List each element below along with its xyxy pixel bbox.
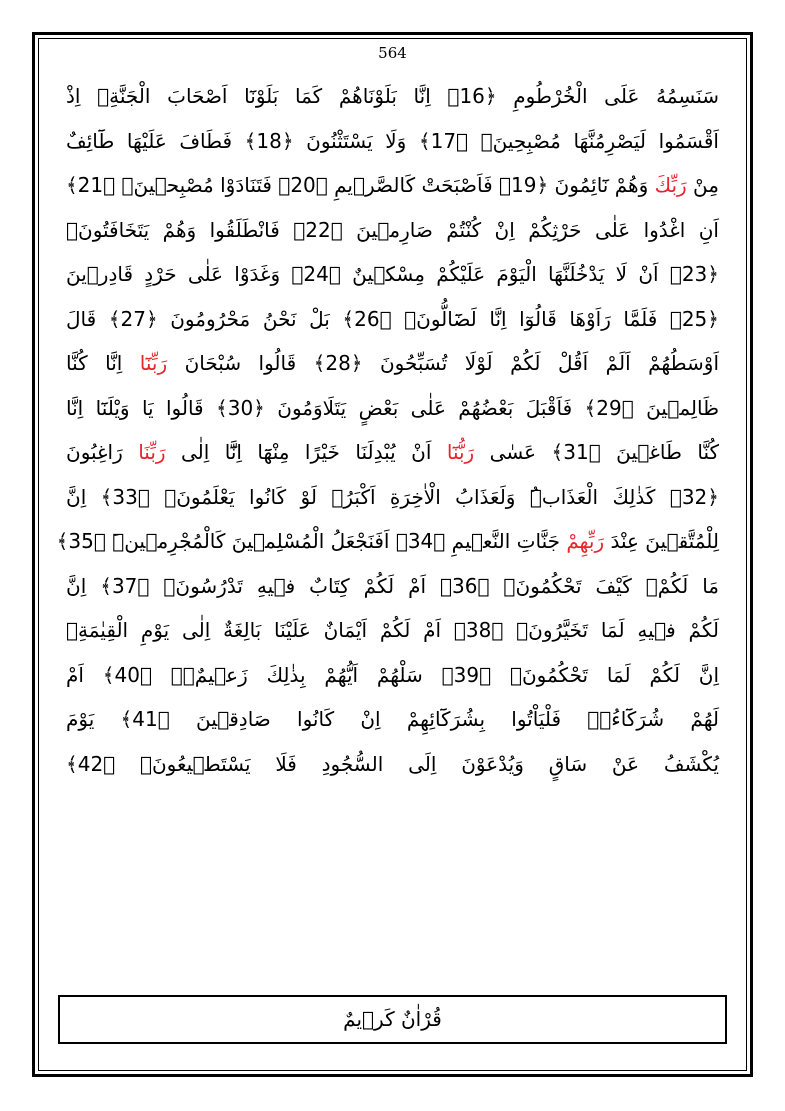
verse-segment: اِنَّا كُنَّا [66, 351, 140, 375]
verse-segment: سَنَسِمُهُ عَلَى الْخُرْطُومِ ﴿16﴾ اِنَّا بَلَوْنَاهُمْ كَمَا بَلَوْنَٓا اَصْحَابَ الْجَنَّةِۚ اِذْ [66, 84, 719, 108]
verse-line [66, 341, 719, 386]
verse-line [66, 119, 719, 164]
divine-name-highlight: رَبِّنَا [138, 440, 166, 464]
footer-box [58, 995, 727, 1044]
verse-segment: اَوْسَطُهُمْ اَلَمْ اَقُلْ لَكُمْ لَوْلَا تُسَبِّحُونَ ﴿28﴾ قَالُوا سُبْحَانَ [167, 351, 720, 375]
verse-text-block [56, 74, 720, 786]
verse-segment: اَنِ اغْدُوا عَلٰى حَرْثِكُمْ اِنْ كُنْتُمْ صَارِمٖينَ ﴿22﴾ فَانْطَلَقُوا وَهُمْ يَتَخَافَتُونَۙ [66, 217, 719, 242]
divine-name-highlight: رَبِّكَ [654, 173, 687, 197]
verse-segment: جَنَّاتِ النَّعٖيمِ ﴿34﴾ اَفَنَجْعَلُ الْمُسْلِمٖينَ كَالْمُجْرِمٖينَۜ ﴿35﴾ [56, 529, 567, 553]
verse-segment: لِلْمُتَّقٖينَ عِنْدَ [604, 529, 719, 553]
verse-segment: كُنَّا طَاغٖينَ ﴿31﴾ عَسٰى [474, 440, 719, 464]
verse-segment: مَا لَكُمْ۠ كَيْفَ تَحْكُمُونَۚ ﴿36﴾ اَمْ لَكُمْ كِتَابٌ فٖيهِ تَدْرُسُونَۙ ﴿37﴾ اِنَّ [66, 573, 720, 598]
page-number: 564 [378, 44, 407, 62]
verse-segment: لَكُمْ فٖيهِ لَمَا تَخَيَّرُونَۚ ﴿38﴾ اَمْ لَكُمْ اَيْمَانٌ عَلَيْنَا بَالِغَةٌ اِلٰى يَوْمِ الْقِيٰمَةِۙ [66, 618, 719, 642]
verse-line [66, 430, 719, 475]
verse-line [66, 608, 719, 653]
verse-segment: لَهُمْ شُرَكَٓاءُۚۛ فَلْيَاْتُوا بِشُرَكَٓائِهِمْ اِنْ كَانُوا صَادِقٖينَ ﴿41﴾ يَوْمَ [66, 707, 720, 731]
divine-name-highlight: رَبُّنَٓا [446, 440, 475, 464]
verse-line [66, 386, 719, 431]
verse-segment: يُكْشَفُ عَنْ سَاقٍ وَيُدْعَوْنَ اِلَى السُّجُودِ فَلَا يَسْتَطٖيعُونَۙ ﴿42﴾ [66, 751, 719, 776]
divine-name-highlight: رَبِّهِمْ [566, 529, 605, 553]
verse-line [56, 519, 719, 564]
verse-segment: ﴿25﴾ فَلَمَّا رَاَوْهَا قَالُوٓا اِنَّا لَضَٓالُّونَۙ ﴿26﴾ بَلْ نَحْنُ مَحْرُومُونَ ﴿27﴾ قَالَ [66, 306, 719, 331]
verse-line [66, 475, 719, 520]
verse-line [66, 208, 719, 253]
verse-segment: ظَالِمٖينَ ﴿29﴾ فَاَقْبَلَ بَعْضُهُمْ عَلٰى بَعْضٍ يَتَلَاوَمُونَ ﴿30﴾ قَالُوا يَا وَيْلَنَٓا اِنَّا [66, 395, 719, 420]
footer-label: قُرْاٰنٌ كَرٖيمٌ [343, 1007, 442, 1031]
verse-segment: مِنْ [686, 173, 719, 197]
verse-line [66, 653, 719, 698]
verse-line [66, 697, 719, 742]
verse-segment: ﴿23﴾ اَنْ لَا يَدْخُلَنَّهَا الْيَوْمَ عَلَيْكُمْ مِسْكٖينٌ ﴿24﴾ وَغَدَوْا عَلٰى حَرْدٍ قَادِرٖينَ [66, 262, 719, 286]
verse-segment: رَاغِبُونَ [66, 440, 139, 464]
verse-line [66, 163, 719, 208]
verse-line [66, 74, 719, 119]
divine-name-highlight: رَبِّنَٓا [139, 351, 168, 375]
verse-segment: اِنَّ لَكُمْ لَمَا تَحْكُمُونَۚ ﴿39﴾ سَلْهُمْ اَيُّهُمْ بِذٰلِكَ زَعٖيمٌۚۛ ﴿40﴾ اَمْ [66, 662, 720, 687]
verse-segment: اَنْ يُبْدِلَنَا خَيْرًا مِنْهَٓا اِنَّٓا اِلٰى [165, 440, 447, 464]
verse-line [66, 564, 719, 609]
verse-segment: وَهُمْ نَٓائِمُونَ ﴿19﴾ فَاَصْبَحَتْ كَالصَّرٖيمِ ﴿20﴾ فَتَنَادَوْا مُصْبِحٖينَۙ ﴿21﴾ [65, 173, 655, 197]
verse-line [66, 742, 719, 787]
verse-line [66, 297, 719, 342]
verse-line [66, 252, 719, 297]
verse-segment: اَقْسَمُوا لَيَصْرِمُنَّهَا مُصْبِحِينَۙ ﴿17﴾ وَلَا يَسْتَثْنُونَ ﴿18﴾ فَطَافَ عَلَيْهَا طَٓائِفٌ [66, 128, 719, 153]
verse-segment: ﴿32﴾ كَذٰلِكَ الْعَذَابُۜ وَلَعَذَابُ الْاٰخِرَةِ اَكْبَرُۢ لَوْ كَانُوا يَعْلَمُونَ۟ ﴿33﴾ اِنَّ [66, 484, 719, 509]
